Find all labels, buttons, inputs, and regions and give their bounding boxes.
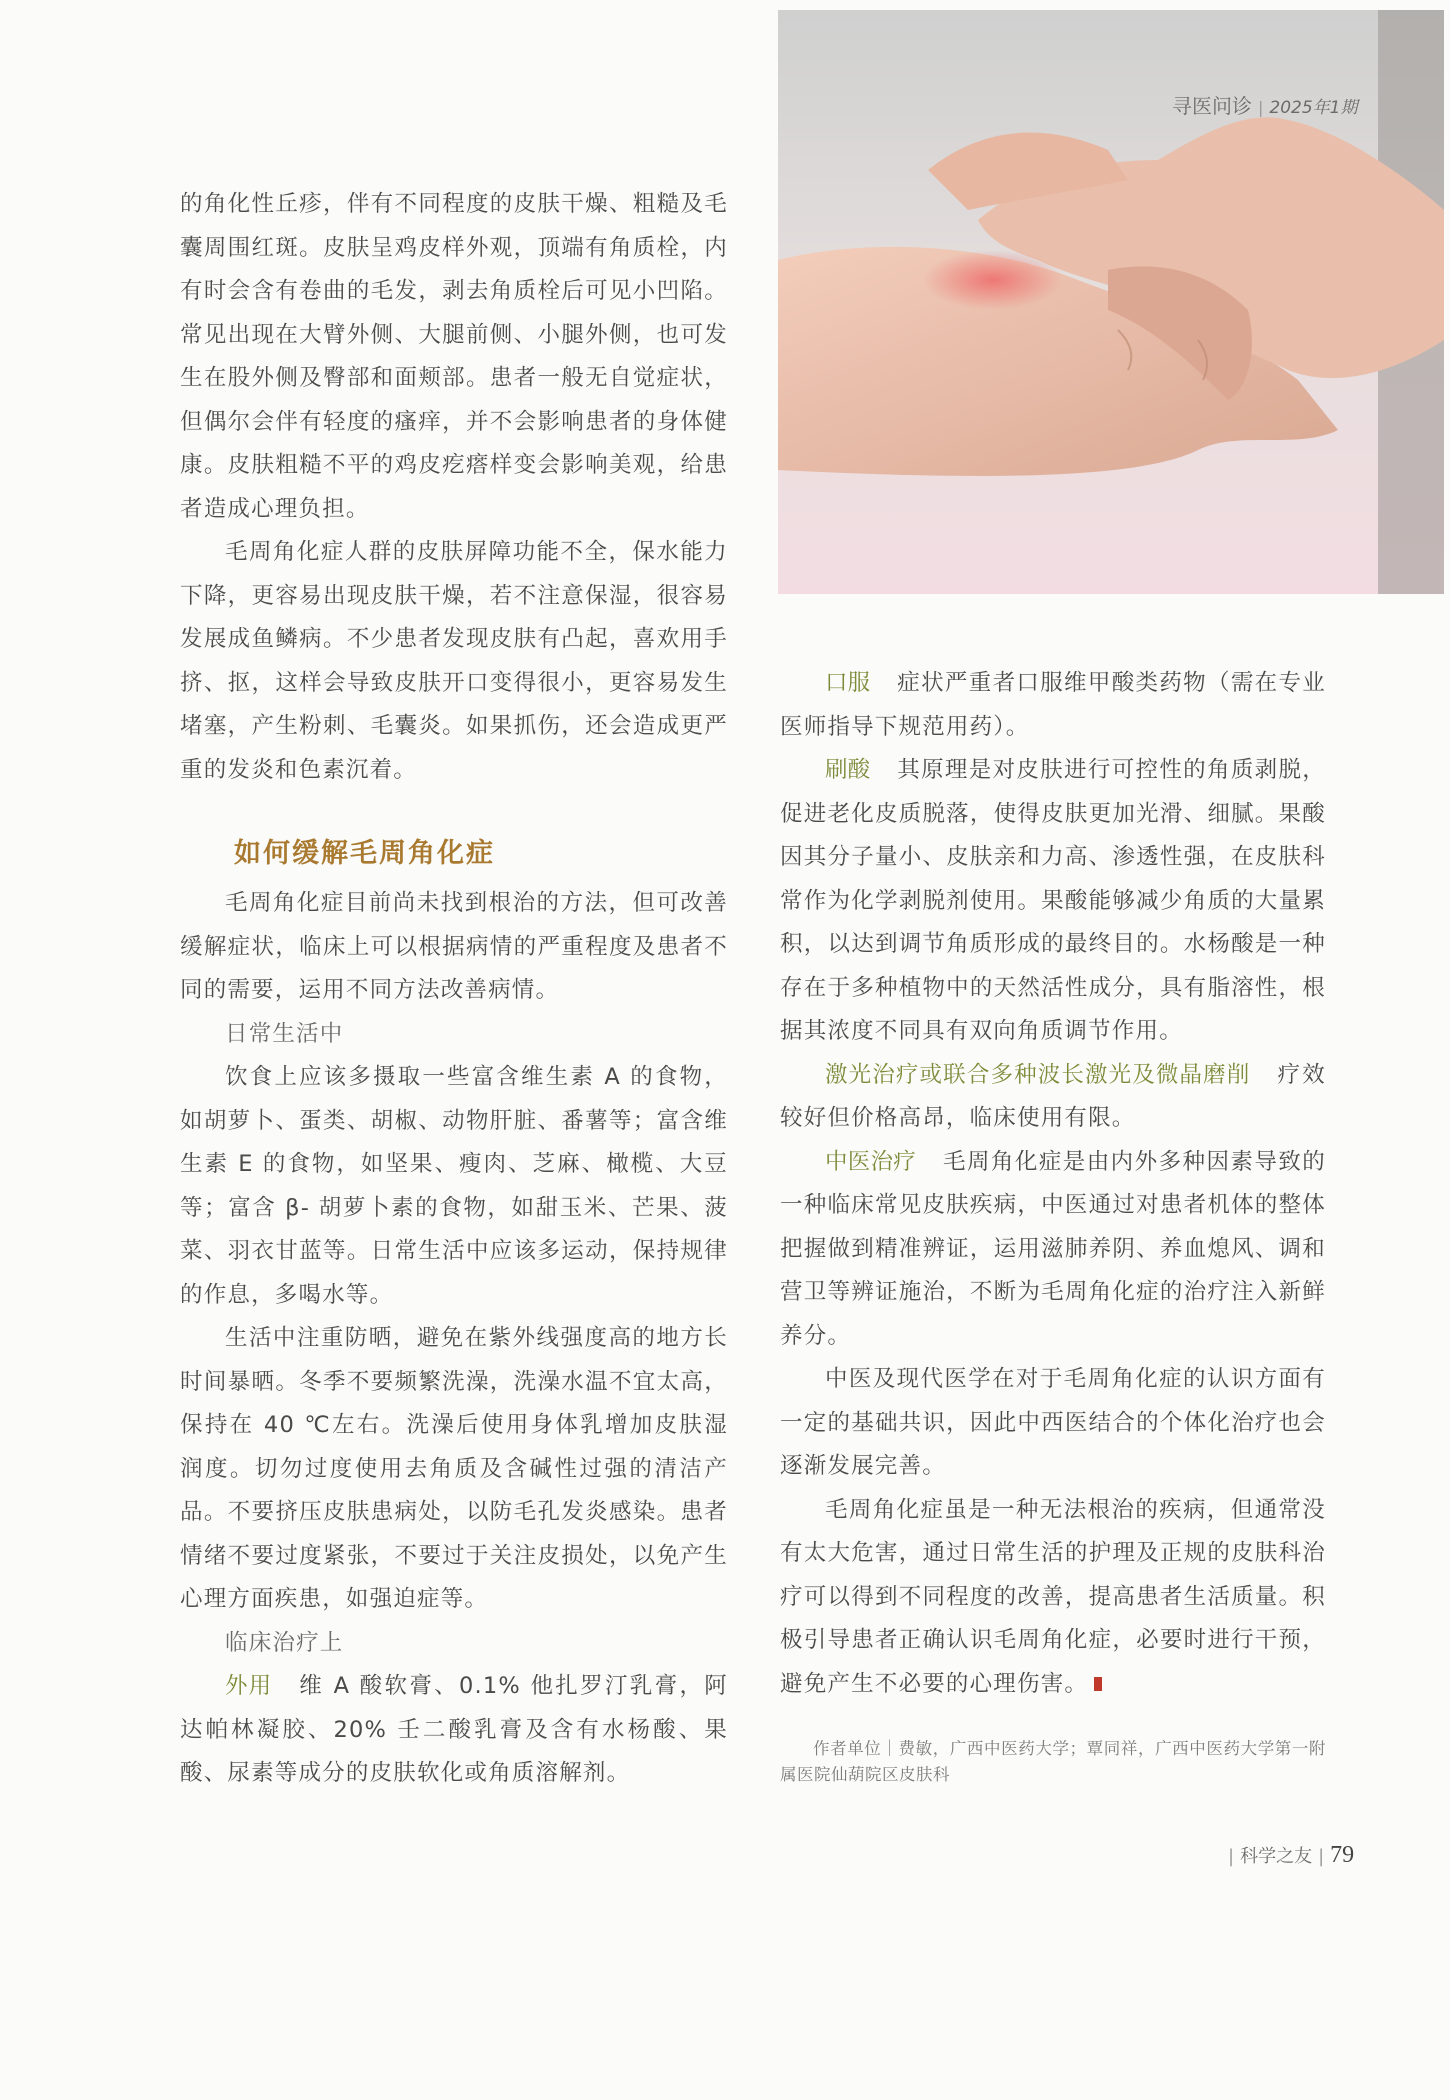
section-title: 如何缓解毛周角化症 — [234, 838, 495, 869]
page-footer — [1222, 1842, 1354, 1869]
left-column — [180, 183, 728, 1796]
keyword-laser: 激光治疗或联合多种波长激光及微晶磨削 — [825, 1061, 1251, 1088]
page-number: 79 — [1330, 1842, 1355, 1868]
header-separator: | — [1258, 98, 1264, 117]
keyword-oral: 口服 — [825, 670, 871, 696]
paragraph-tcm — [780, 1141, 1326, 1359]
topical-text: 维 A 酸软膏、0.1% 他扎罗汀乳膏，阿达帕林凝胶、20% 壬二酸乳膏及含有水杨酸、果酸、尿素等成分的皮肤软化或角质溶解剂。 — [180, 1673, 728, 1786]
paragraph-laser — [780, 1054, 1326, 1141]
conclusion-text: 毛周角化症虽是一种无法根治的疾病，但通常没有太大危害，通过日常生活的护理及正规的皮肤科治疗可以得到不同程度的改善，提高患者生活质量。积极引导患者正确认识毛周角化症，必要时进行干预，避免产生不必要的心理伤害。 — [780, 1496, 1326, 1697]
paragraph-sun-protection: 生活中注重防晒，避免在紫外线强度高的地方长时间暴晒。冬季不要频繁洗澡，洗澡水温不宜太高，保持在 40 ℃左右。洗澡后使用身体乳增加皮肤湿润度。切勿过度使用去角质及含碱性过强的清洁产品。不要挤压皮肤患病处，以防毛孔发炎感染。患者情绪不要过度紧张，不要过于关注皮损处，以免产生心理方面疾患，如强迫症等。 — [180, 1325, 728, 1612]
paragraph-skin-barrier: 毛周角化症人群的皮肤屏障功能不全，保水能力下降，更容易出现皮肤干燥，若不注意保湿，很容易发展成鱼鳞病。不少患者发现皮肤有凸起，喜欢用手挤、抠，这样会导致皮肤开口变得很小，更容易发生堵塞，产生粉刺、毛囊炎。如果抓伤，还会造成更严重的发炎和色素沉着。 — [180, 539, 728, 783]
footer-separator: | — [1228, 1846, 1235, 1867]
issue-label: 2025年1期 — [1269, 98, 1358, 118]
paragraph-topical — [180, 1665, 728, 1796]
paragraph-intro-treatment: 毛周角化症目前尚未找到根治的方法，但可改善缓解症状，临床上可以根据病情的严重程度及患者不同的需要，运用不同方法改善病情。 — [180, 890, 728, 1003]
paragraph-integration: 中医及现代医学在对于毛周角化症的认识方面有一定的基础共识，因此中西医结合的个体化治疗也会逐渐发展完善。 — [780, 1366, 1326, 1479]
paragraph-diet: 饮食上应该多摄取一些富含维生素 A 的食物，如胡萝卜、蛋类、胡椒、动物肝脏、番薯等；富含维生素 E 的食物，如坚果、瘦肉、芝麻、橄榄、大豆等；富含 β- 胡萝卜素的食物，如甜玉米、芒果、菠菜、羽衣甘蓝等。日常生活中应该多运动，保持规律的作息，多喝水等。 — [180, 1064, 728, 1308]
paragraph-acid-peel — [780, 749, 1326, 1054]
acid-peel-text: 其原理是对皮肤进行可控性的角质剥脱，促进老化皮质脱落，使得皮肤更加光滑、细腻。果酸因其分子量小、皮肤亲和力高、渗透性强，在皮肤科常作为化学剥脱剂使用。果酸能够减少角质的大量累积，以达到调节角质形成的最终目的。水杨酸是一种存在于多种植物中的天然活性成分，具有脂溶性，根据其浓度不同具有双向角质调节作用。 — [780, 757, 1326, 1044]
keyword-topical: 外用 — [225, 1673, 273, 1699]
end-mark-icon — [1094, 1677, 1102, 1691]
laser-text: 疗效较好但价格高昂，临床使用有限。 — [780, 1061, 1326, 1131]
author-affiliation: 作者单位｜费敏，广西中医药大学；覃同祥，广西中医药大学第一附属医院仙葫院区皮肤科 — [780, 1739, 1326, 1784]
subheading-clinical: 临床治疗上 — [225, 1629, 344, 1656]
footer-separator: | — [1318, 1846, 1325, 1867]
paragraph-continued: 的角化性丘疹，伴有不同程度的皮肤干燥、粗糙及毛囊周围红斑。皮肤呈鸡皮样外观，顶端有角质栓，内有时会含有卷曲的毛发，剥去角质栓后可见小凹陷。常见出现在大臂外侧、大腿前侧、小腿外侧，也可发生在股外侧及臀部和面颊部。患者一般无自觉症状，但偶尔会伴有轻度的瘙痒，并不会影响患者的身体健康。皮肤粗糙不平的鸡皮疙瘩样变会影响美观，给患者造成心理负担。 — [180, 191, 728, 522]
running-header — [1172, 90, 1357, 119]
oral-text: 症状严重者口服维甲酸类药物（需在专业医师指导下规范用药）。 — [780, 670, 1326, 740]
paragraph-conclusion — [780, 1489, 1326, 1707]
column-name: 寻医问诊 — [1172, 94, 1252, 118]
subheading-daily-life: 日常生活中 — [225, 1020, 344, 1047]
right-column — [780, 662, 1326, 1788]
tcm-text: 毛周角化症是由内外多种因素导致的一种临床常见皮肤疾病，中医通过对患者机体的整体把握做到精准辨证，运用滋肺养阴、养血熄风、调和营卫等辨证施治，不断为毛周角化症的治疗注入新鲜养分。 — [780, 1148, 1326, 1349]
paragraph-oral — [780, 662, 1326, 749]
magazine-name: 科学之友 — [1240, 1846, 1313, 1867]
keyword-acid-peel: 刷酸 — [825, 757, 871, 783]
keyword-tcm: 中医治疗 — [825, 1148, 917, 1175]
